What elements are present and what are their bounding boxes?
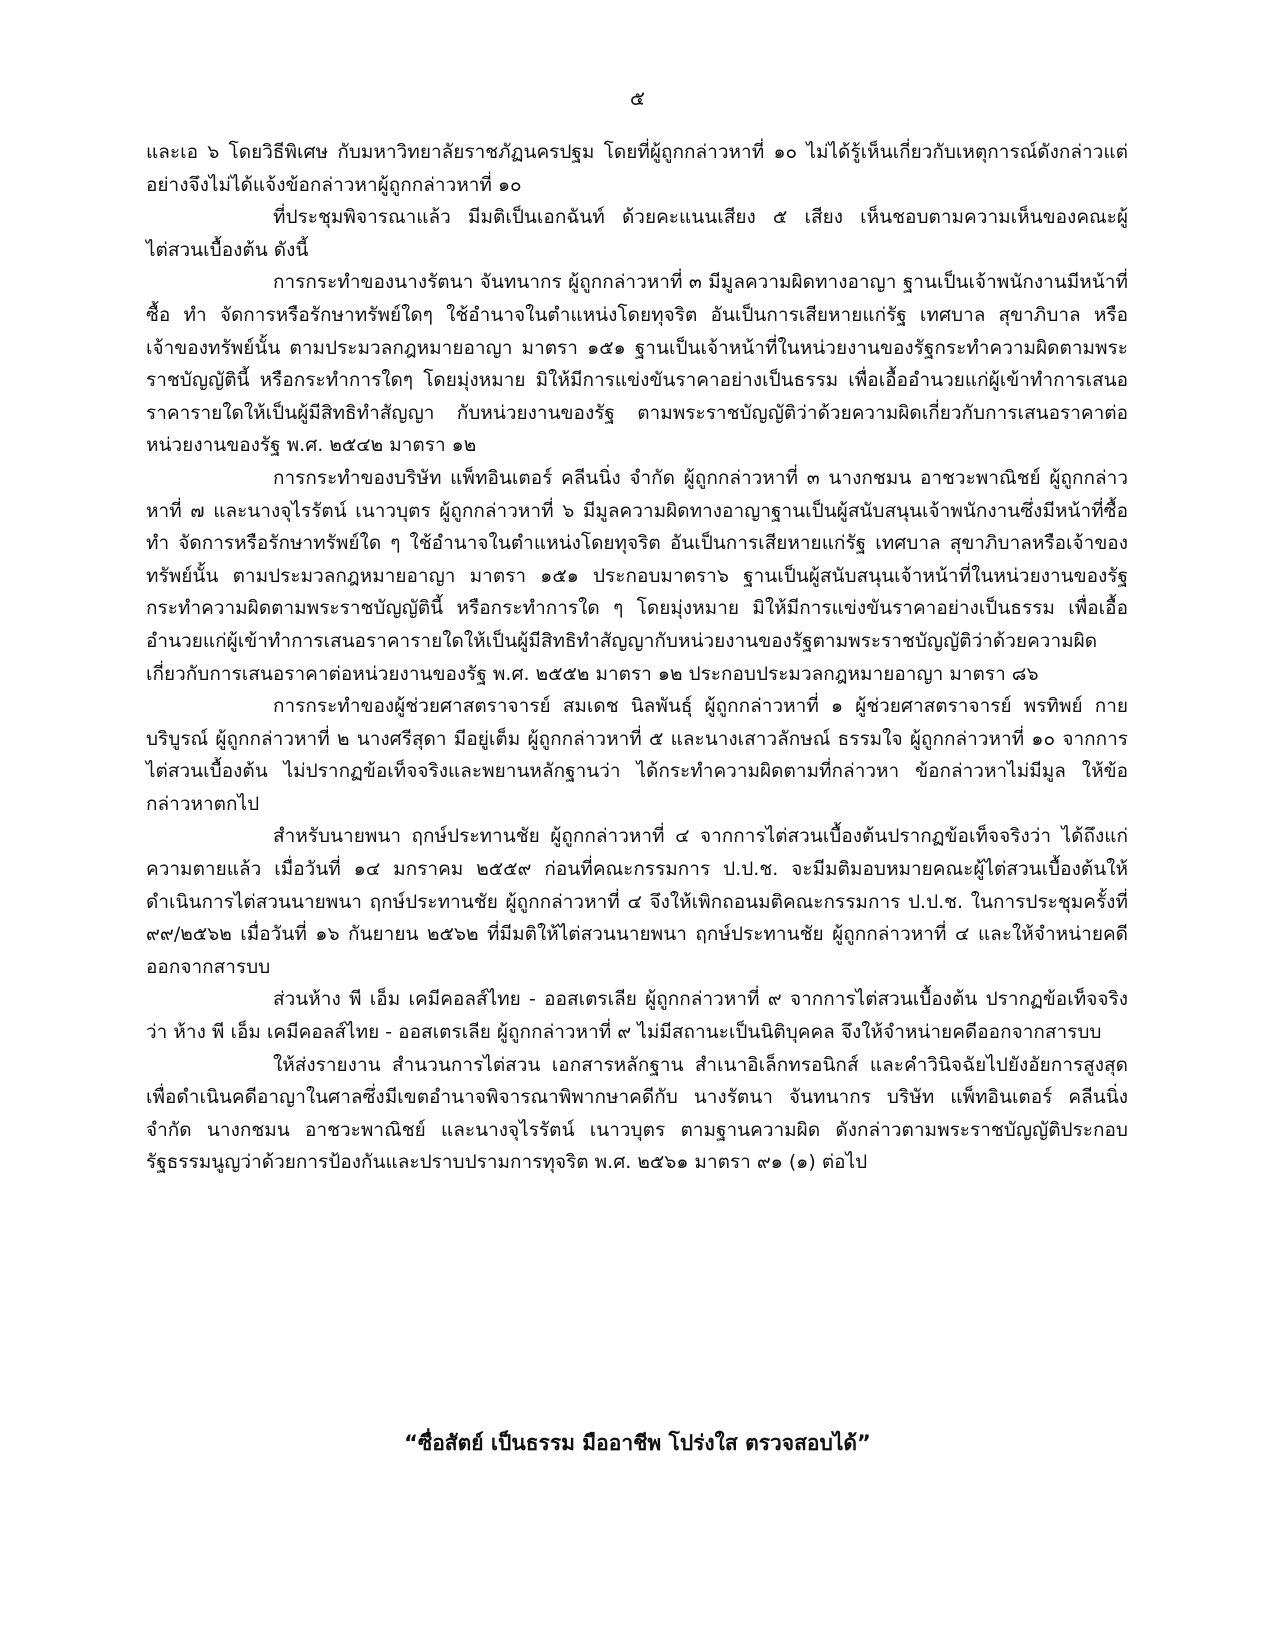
paragraph-deceased-accused: สำหรับนายพนา ฤกษ์ประทานชัย ผู้ถูกกล่าวหาที่ ๔ จากการไต่สวนเบื้องต้นปรากฏข้อเท็จจริงว่า ได้ถึงแก่ความตายแล้ว เมื่อวันที่ ๑๔ มกราคม ๒๕๕๙ ก่อนที่คณะกรรมการ ป.ป.ช. จะมีมติมอบหมายคณะผู้ไต่สวนเบื้องต้นให้ดำเนินการไต่สวนนายพนา ฤกษ์ประทานชัย ผู้ถูกกล่าวหาที่ ๔ จึงให้เพิกถอนมติคณะกรรมการ ป.ป.ช. ในการประชุมครั้งที่ ๙๙/๒๕๖๒ เมื่อวันที่ ๑๖ กันยายน ๒๕๖๒ ที่มีมติให้ไต่สวนนายพนา ฤกษ์ประทานชัย ผู้ถูกกล่าวหาที่ ๔ และให้จำหน่ายคดีออกจากสารบบ xyxy=(146,825,1128,978)
document-body xyxy=(146,136,1128,1179)
paragraph-dismissed-charges: การกระทำของผู้ช่วยศาสตราจารย์ สมเดช นิลพันธุ์ ผู้ถูกกล่าวหาที่ ๑ ผู้ช่วยศาสตราจารย์ พรทิพย์ กายบริบูรณ์ ผู้ถูกกล่าวหาที่ ๒ นางศรีสุดา มีอยู่เต็ม ผู้ถูกกล่าวหาที่ ๕ และนางเสาวลักษณ์ ธรรมใจ ผู้ถูกกล่าวหาที่ ๑๐ จากการไต่สวนเบื้องต้น ไม่ปรากฏข้อเท็จจริงและพยานหลักฐานว่า ได้กระทำความผิดตามที่กล่าวหา ข้อกล่าวหาไม่มีมูล ให้ข้อกล่าวหาตกไป xyxy=(146,695,1128,815)
paragraph-referral-to-attorney-general: ให้ส่งรายงาน สำนวนการไต่สวน เอกสารหลักฐาน สำเนาอิเล็กทรอนิกส์ และคำวินิจฉัยไปยังอัยการสูงสุด เพื่อดำเนินคดีอาญาในศาลซึ่งมีเขตอำนาจพิจารณาพิพากษาคดีกับ นางรัตนา จันทนากร บริษัท แพ็ทอินเตอร์ คลีนนิ่ง จำกัด นางกชมน อาชวะพาณิชย์ และนางจุไรรัตน์ เนาวบุตร ตามฐานความผิด ดังกล่าวตามพระราชบัญญัติประกอบรัฐธรรมนูญว่าด้วยการป้องกันและปราบปรามการทุจริต พ.ศ. ๒๕๖๑ มาตรา ๙๑ (๑) ต่อไป xyxy=(146,1053,1129,1174)
paragraph-accused-3-finding: การกระทำของนางรัตนา จันทนากร ผู้ถูกกล่าวหาที่ ๓ มีมูลความผิดทางอาญา ฐานเป็นเจ้าพนักงานมีหน้าที่ซื้อ ทำ จัดการหรือรักษาทรัพย์ใดๆ ใช้อำนาจในตำแหน่งโดยทุจริต อันเป็นการเสียหายแก่รัฐ เทศบาล สุขาภิบาล หรือเจ้าของทรัพย์นั้น ตามประมวลกฎหมายอาญา มาตรา ๑๕๑ ฐานเป็นเจ้าหน้าที่ในหน่วยงานของรัฐกระทำความผิดตามพระราชบัญญัตินี้ หรือกระทำการใดๆ โดยมุ่งหมาย มิให้มีการแข่งขันราคาอย่างเป็นธรรม เพื่อเอื้ออำนวยแก่ผู้เข้าทำการเสนอราคารายใดให้เป็นผู้มีสิทธิทำสัญญา กับหน่วยงานของรัฐ ตามพระราชบัญญัติว่าด้วยความผิดเกี่ยวกับการเสนอราคาต่อหน่วยงานของรัฐ พ.ศ. ๒๕๔๒ มาตรา ๑๒ xyxy=(146,271,1128,457)
paragraph-resolution: ที่ประชุมพิจารณาแล้ว มีมติเป็นเอกฉันท์ ด้วยคะแนนเสียง ๕ เสียง เห็นชอบตามความเห็นของคณะผู้ไต่สวนเบื้องต้น ดังนี้ xyxy=(146,206,1128,261)
motto-slogan: “ซื่อสัตย์ เป็นธรรม มืออาชีพ โปร่งใส ตรวจสอบได้” xyxy=(404,1431,871,1455)
paragraph-partnership-removed: ส่วนห้าง พี เอ็ม เคมีคอลส์ไทย - ออสเตรเลีย ผู้ถูกกล่าวหาที่ ๙ จากการไต่สวนเบื้องต้น ปรากฏข้อเท็จจริงว่า ห้าง พี เอ็ม เคมีคอลส์ไทย - ออสเตรเลีย ผู้ถูกกล่าวหาที่ ๙ ไม่มีสถานะเป็นนิติบุคคล จึงให้จำหน่ายคดีออกจากสารบบ xyxy=(146,988,1128,1044)
page-number: ๕ xyxy=(629,86,646,110)
paragraph-company-supporters-finding: การกระทำของบริษัท แพ็ทอินเตอร์ คลีนนิ่ง จำกัด ผู้ถูกกล่าวหาที่ ๓ นางกชมน อาชวะพาณิชย์ ผู้ถูกกล่าวหาที่ ๗ และนางจุไรรัตน์ เนาวบุตร ผู้ถูกกล่าวหาที่ ๖ มีมูลความผิดทางอาญาฐานเป็นผู้สนับสนุนเจ้าพนักงานซึ่งมีหน้าที่ซื้อ ทำ จัดการหรือรักษาทรัพย์ใด ๆ ใช้อำนาจในตำแหน่งโดยทุจริต อันเป็นการเสียหายแก่รัฐ เทศบาล สุขาภิบาลหรือเจ้าของทรัพย์นั้น ตามประมวลกฎหมายอาญา มาตรา ๑๕๑ ประกอบมาตรา๖ ฐานเป็นผู้สนับสนุนเจ้าหน้าที่ในหน่วยงานของรัฐกระทำความผิดตามพระราชบัญญัตินี้ หรือกระทำการใด ๆ โดยมุ่งหมาย มิให้มีการแข่งขันราคาอย่างเป็นธรรม เพื่อเอื้ออำนวยแก่ผู้เข้าทำการเสนอราคารายใดให้เป็นผู้มีสิทธิทำสัญญากับหน่วยงานของรัฐตามพระราชบัญญัติว่าด้วยความผิดเกี่ยวกับการเสนอราคาต่อหน่วยงานของรัฐ พ.ศ. ๒๕๕๒ มาตรา ๑๒ ประกอบประมวลกฎหมายอาญา มาตรา ๘๖ xyxy=(146,466,1128,685)
paragraph-continuation: และเอ ๖ โดยวิธีพิเศษ กับมหาวิทยาลัยราชภัฏนครปฐม โดยที่ผู้ถูกกล่าวหาที่ ๑๐ ไม่ได้รู้เห็นเกี่ยวกับเหตุการณ์ดังกล่าวแต่อย่างจึงไม่ได้แจ้งข้อกล่าวหาผู้ถูกกล่าวหาที่ ๑๐ xyxy=(146,141,1128,196)
